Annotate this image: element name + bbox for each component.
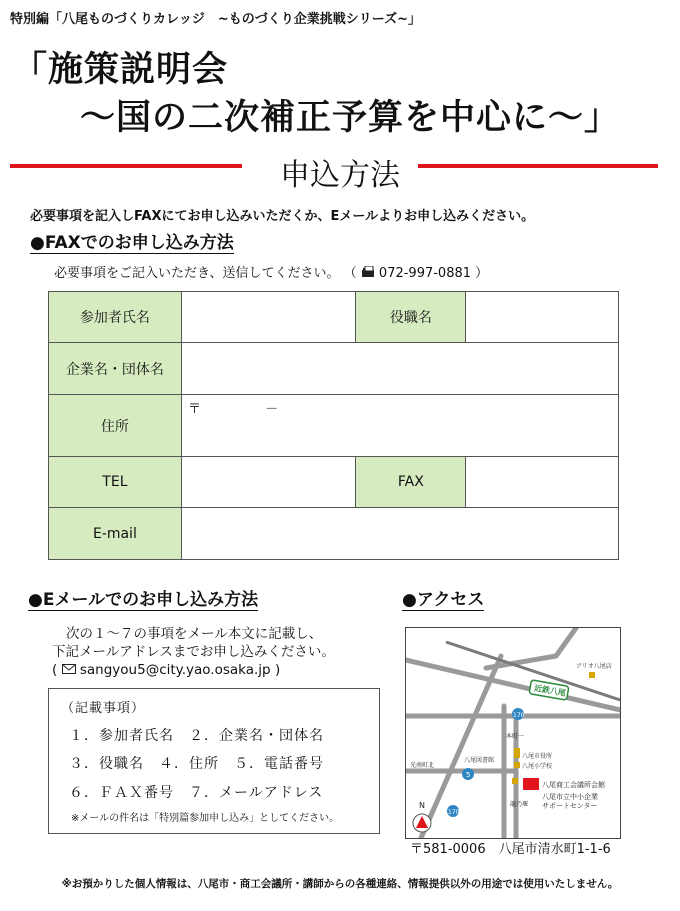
company-label: 企業名・団体名 <box>49 343 182 395</box>
koshoji-label: 光南町北 <box>410 762 435 769</box>
page-title-line1: 「施策説明会 <box>12 50 229 90</box>
privacy-footer: ※お預かりした個人情報は、八尾市・商工会議所・講師からの各種連絡、情報提供以外の用途では使用いたしません。 <box>61 878 619 890</box>
paren-open: （ <box>343 266 357 281</box>
route-5-label: 5 <box>466 771 471 779</box>
north-label: N <box>419 801 425 810</box>
mail-icon <box>62 664 76 674</box>
email-address[interactable]: sangyou5@city.yao.osaka.jp <box>79 662 271 678</box>
zip-placeholder <box>188 398 278 417</box>
cityhall-label: 八尾市役所 <box>522 753 553 760</box>
email-instruction-line1: 次の１～７の事項をメール本文に記載し、 <box>66 626 323 642</box>
intro-text: 必要事項を記入しFAXにてお申し込みいただくか、Eメールよりお申し込みください。 <box>30 209 535 224</box>
name-field[interactable] <box>181 292 356 343</box>
library-label: 八尾図書館 <box>464 757 495 764</box>
items-row1: １．参加者氏名 ２．企業名・団体名 <box>69 728 324 744</box>
position-label: 役職名 <box>356 292 466 343</box>
fax-application-form <box>48 291 619 560</box>
company-field[interactable] <box>181 343 618 395</box>
honmachi-label: 本町一 <box>506 733 525 740</box>
ryuge-label: 龍乃堰 <box>510 801 529 808</box>
fax-section-heading: ●FAXでのお申し込み方法 <box>30 233 234 253</box>
address-label: 住所 <box>49 395 182 457</box>
fax-label: FAX <box>356 457 466 508</box>
route-170b-label: 170 <box>448 809 460 816</box>
items-row3: ６．ＦＡＸ番号 ７．メールアドレス <box>69 785 324 801</box>
items-title: （記載事項） <box>61 701 146 716</box>
email-address-line: ( sangyou5@city.yao.osaka.jp ) <box>52 662 281 678</box>
fax-note-text: 必要事項をご記入いただき、送信してください。 <box>54 266 340 281</box>
ario-label: アリオ八尾店 <box>576 663 612 670</box>
email-section-heading: ●Eメールでのお申し込み方法 <box>28 590 259 610</box>
email-instruction-line2: 下記メールアドレスまでお申し込みください。 <box>52 644 335 660</box>
items-row2: ３．役職名 ４．住所 ５．電話番号 <box>69 756 324 772</box>
chamber-label: 八尾商工会議所会館 <box>542 781 605 789</box>
series-title: 特別編「八尾ものづくりカレッジ ~ものづくり企業挑戦シリーズ~」 <box>10 12 422 27</box>
school-label: 八尾小学校 <box>522 763 553 770</box>
support-label-1: 八尾市立中小企業 <box>542 793 598 801</box>
email-label: E-mail <box>49 508 182 560</box>
tel-label: TEL <box>49 457 182 508</box>
route-170-label: 170 <box>513 712 525 719</box>
paren-close: ） <box>475 266 489 281</box>
name-label: 参加者氏名 <box>49 292 182 343</box>
page-title-line2: ～国の二次補正予算を中心に～」 <box>80 98 621 138</box>
method-heading: 申込方法 <box>280 158 400 193</box>
fax-icon <box>361 266 375 278</box>
venue-address: 〒581-0006 八尾市清水町1-1-6 <box>410 842 611 857</box>
fax-number: 072-997-0881 <box>378 266 472 281</box>
required-items-box <box>48 688 380 834</box>
access-heading: ●アクセス <box>402 590 485 610</box>
tel-field[interactable] <box>181 457 356 508</box>
zip-mark: 〒 <box>188 402 202 417</box>
station-label: 近鉄八尾 <box>533 683 567 698</box>
zip-dash: － <box>265 402 279 417</box>
support-label-2: サポートセンター <box>542 802 598 810</box>
items-note: ※メールの件名は「特別篇参加申し込み」としてください。 <box>71 813 340 824</box>
fax-field[interactable] <box>466 457 619 508</box>
red-divider-right <box>418 164 658 168</box>
access-map <box>405 627 621 839</box>
email-field[interactable] <box>181 508 618 560</box>
fax-note <box>54 262 488 281</box>
position-field[interactable] <box>466 292 619 343</box>
venue-marker <box>523 778 539 790</box>
